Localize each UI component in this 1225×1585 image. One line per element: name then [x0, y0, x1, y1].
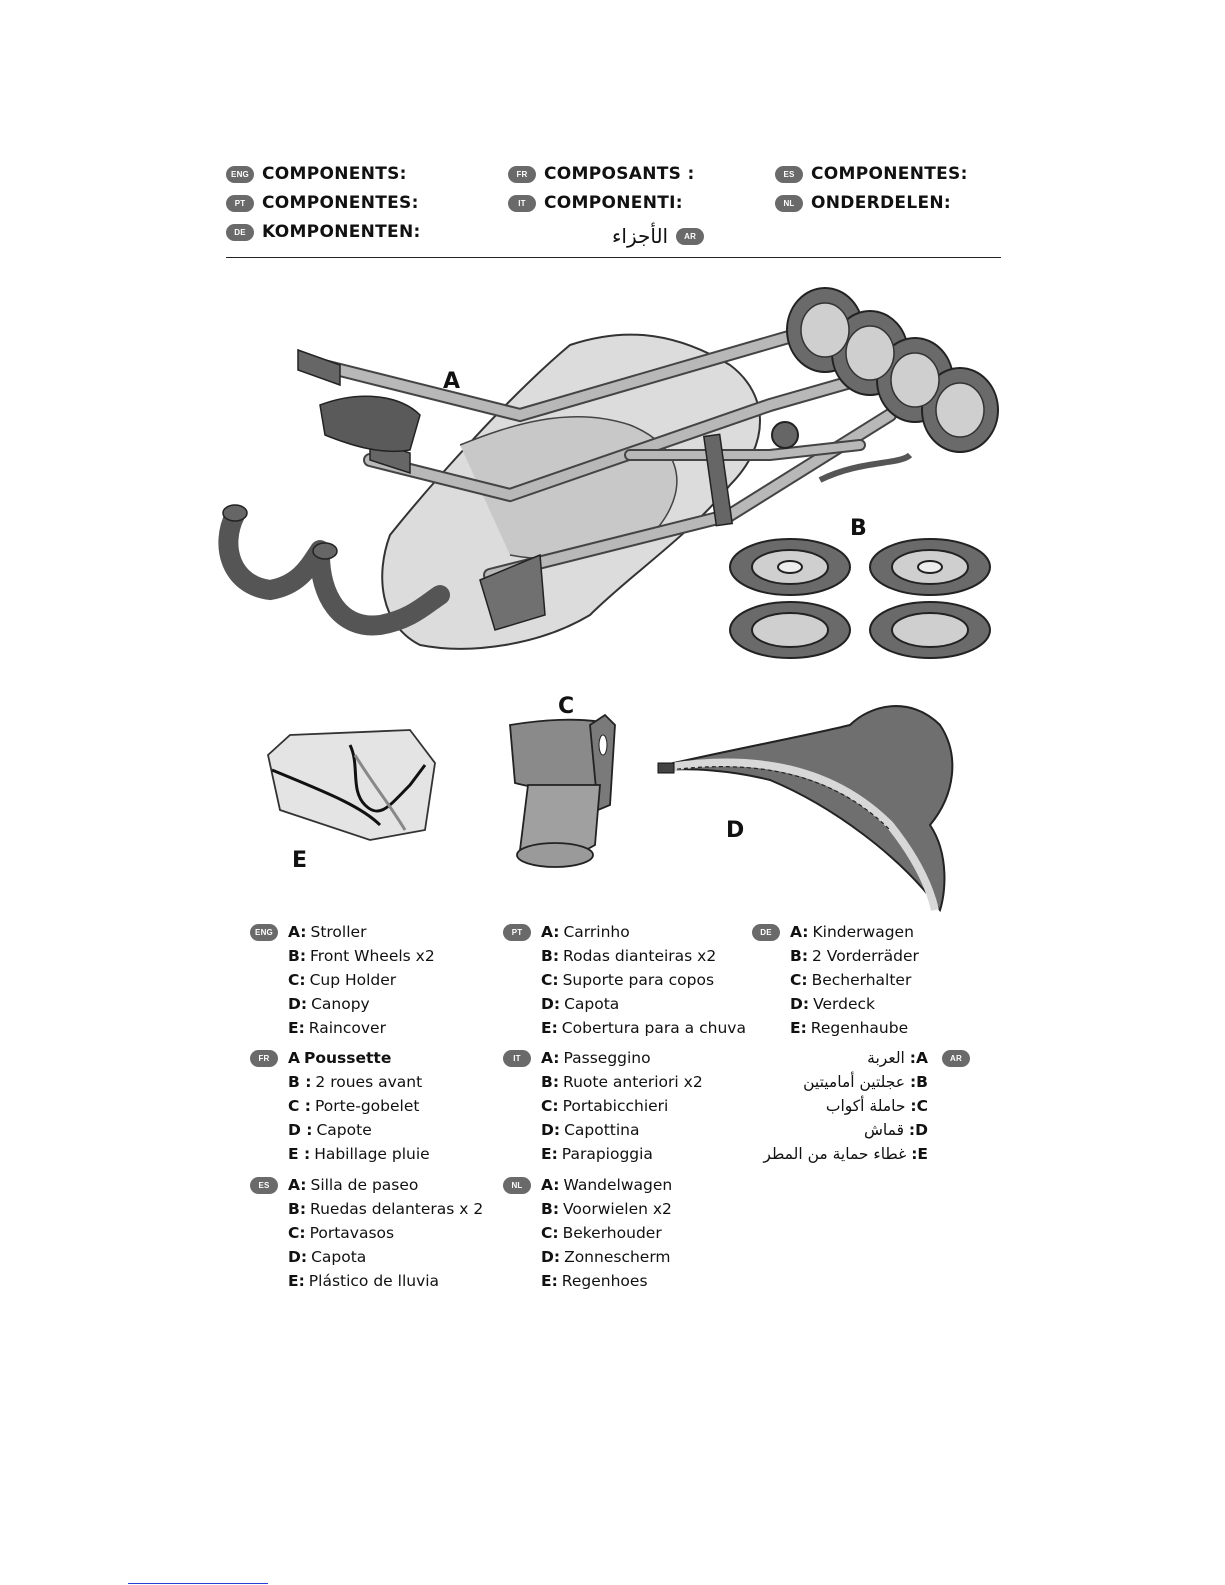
language-badge: FR	[250, 1050, 278, 1067]
legend-pt	[503, 920, 746, 1040]
language-badge: FR	[508, 166, 536, 183]
header-title: KOMPONENTEN:	[262, 222, 421, 242]
figure-label-c: C	[558, 694, 575, 719]
list-item: B: Voorwielen x2	[541, 1200, 672, 1218]
list-item: B: Ruedas delanteras x 2	[288, 1200, 484, 1218]
header-eng	[226, 164, 407, 184]
list-item: B: 2 Vorderräder	[790, 947, 919, 965]
language-badge: PT	[226, 195, 254, 212]
legend-ar	[740, 1046, 970, 1166]
language-badge: NL	[503, 1177, 531, 1194]
list-item: A: Silla de paseo	[288, 1176, 419, 1194]
list-item: D: Capota	[541, 995, 620, 1013]
list-item: A: Passeggino	[541, 1049, 651, 1067]
list-item: B: عجلتين أماميتين	[803, 1073, 928, 1091]
list-item: B: Front Wheels x2	[288, 947, 435, 965]
list-item: E: Raincover	[288, 1019, 386, 1037]
list-item: D : Capote	[288, 1121, 372, 1139]
cup-holder-illustration	[510, 715, 615, 867]
list-item: E: Plástico de lluvia	[288, 1272, 440, 1290]
list-item: C: Cup Holder	[288, 971, 397, 989]
header-title: COMPONENTES:	[262, 193, 419, 213]
header-title: COMPONENTES:	[811, 164, 968, 184]
legend-nl	[503, 1173, 672, 1293]
list-item: A: Kinderwagen	[790, 923, 914, 941]
legend-de	[752, 920, 919, 1040]
raincover-illustration	[268, 730, 435, 840]
language-badge: ES	[775, 166, 803, 183]
list-item: E: غطاء حماية من المطر	[763, 1145, 928, 1163]
legend-fr	[250, 1046, 430, 1166]
header-nl	[775, 193, 951, 213]
list-item: D: Capota	[288, 1248, 367, 1266]
header-title: ONDERDELEN:	[811, 193, 951, 213]
figure-label-e: E	[292, 848, 308, 873]
list-item: A: Stroller	[288, 923, 367, 941]
footer-link-underline	[128, 1583, 268, 1584]
language-badge: PT	[503, 924, 531, 941]
language-badge: AR	[942, 1050, 970, 1067]
list-item: D: قماش	[863, 1121, 928, 1139]
list-item: B: Rodas dianteiras x2	[541, 947, 717, 965]
front-wheels-illustration	[730, 539, 990, 658]
header-it	[508, 193, 683, 213]
header-title: COMPONENTS:	[262, 164, 407, 184]
header-ar	[612, 224, 704, 248]
header-title: COMPOSANTS :	[544, 164, 695, 184]
list-item: C: Bekerhouder	[541, 1224, 662, 1242]
legend-es	[250, 1173, 483, 1293]
list-item: E: Parapioggia	[541, 1145, 653, 1163]
list-item: A: العربة	[867, 1049, 928, 1067]
language-badge: ENG	[226, 166, 254, 183]
language-badge: ES	[250, 1177, 278, 1194]
list-item: C: Suporte para copos	[541, 971, 715, 989]
legend-it	[503, 1046, 703, 1166]
figure-label-b: B	[850, 516, 867, 541]
list-item: D: Zonnescherm	[541, 1248, 671, 1266]
header-pt	[226, 193, 419, 213]
legend-eng	[250, 920, 435, 1040]
header-de	[226, 222, 421, 242]
header-divider	[226, 257, 1001, 258]
list-item: D: Capottina	[541, 1121, 640, 1139]
list-item: C: Becherhalter	[790, 971, 912, 989]
language-badge: DE	[752, 924, 780, 941]
header-es	[775, 164, 968, 184]
list-item: C: حاملة أكواب	[825, 1097, 928, 1115]
language-badge: AR	[676, 228, 704, 245]
list-item: B: Ruote anteriori x2	[541, 1073, 703, 1091]
header-title: الأجزاء	[612, 224, 669, 248]
list-item: D: Verdeck	[790, 995, 875, 1013]
components-illustration	[210, 285, 1010, 925]
list-item: B : 2 roues avant	[288, 1073, 423, 1091]
header-fr	[508, 164, 695, 184]
figure-label-d: D	[726, 818, 745, 843]
language-badge: IT	[503, 1050, 531, 1067]
list-item: E: Regenhoes	[541, 1272, 648, 1290]
language-badge: IT	[508, 195, 536, 212]
list-item: A: Wandelwagen	[541, 1176, 673, 1194]
list-item: D: Canopy	[288, 995, 370, 1013]
canopy-illustration	[658, 706, 952, 910]
list-item: A Poussette	[288, 1049, 392, 1067]
header-title: COMPONENTI:	[544, 193, 683, 213]
list-item: E : Habillage pluie	[288, 1145, 430, 1163]
list-item: C: Portabicchieri	[541, 1097, 669, 1115]
list-item: A: Carrinho	[541, 923, 630, 941]
stroller-illustration	[223, 288, 998, 649]
language-badge: ENG	[250, 924, 278, 941]
list-item: C : Porte-gobelet	[288, 1097, 420, 1115]
figure-label-a: A	[443, 369, 461, 394]
list-item: E: Regenhaube	[790, 1019, 909, 1037]
list-item: C: Portavasos	[288, 1224, 395, 1242]
list-item: E: Cobertura para a chuva	[541, 1019, 746, 1037]
language-badge: DE	[226, 224, 254, 241]
language-badge: NL	[775, 195, 803, 212]
